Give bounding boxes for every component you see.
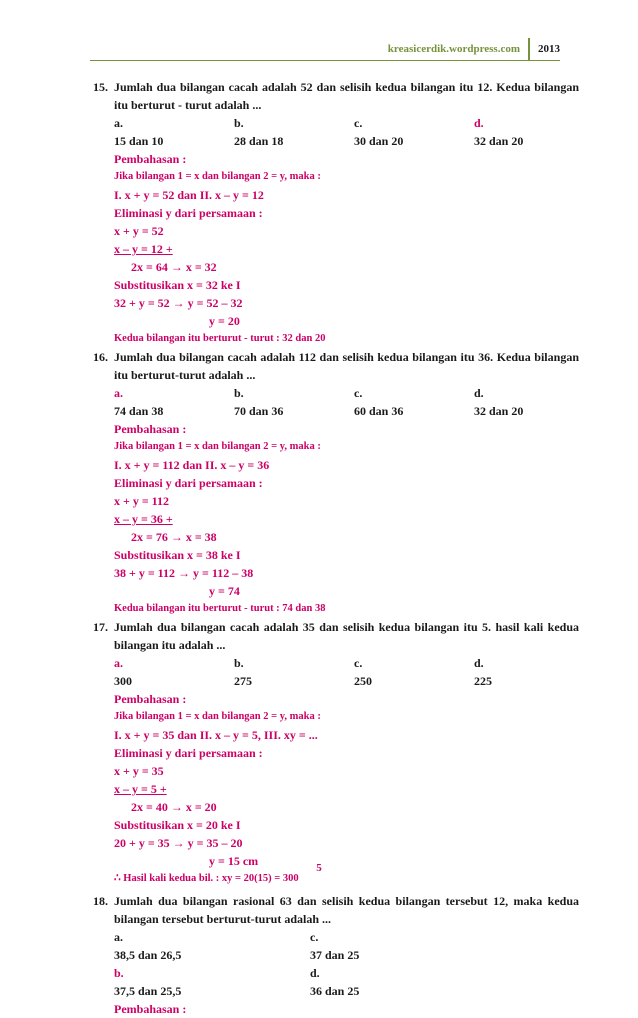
option-b: b.28 dan 18	[234, 116, 284, 148]
solution-line: Jika bilangan 1 = x dan bilangan 2 = y, maka :	[114, 441, 321, 452]
solution-line: x + y = 52	[114, 224, 164, 238]
question-15	[93, 78, 579, 114]
option-b: b.70 dan 36	[234, 386, 284, 418]
header-rule	[90, 60, 560, 61]
solution-conclusion: Kedua bilangan itu berturut - turut : 32 dan 20	[114, 333, 326, 344]
option-d: d.225	[474, 656, 492, 688]
solution-line: x + y = 35	[114, 764, 164, 778]
solution-line: Eliminasi y dari persamaan :	[114, 206, 263, 220]
pembahasan-label: Pembahasan :	[114, 422, 187, 436]
option-c: c.30 dan 20	[354, 116, 404, 148]
solution-line: 38 + y = 112 → y = 112 – 38	[114, 566, 254, 580]
solution-line: y = 15 cm	[209, 854, 259, 868]
question-number: 15.	[93, 80, 108, 94]
solution-line: Substitusikan x = 32 ke I	[114, 278, 241, 292]
option-c: c.37 dan 25	[310, 930, 360, 962]
solution-conclusion: Kedua bilangan itu berturut - turut : 74 dan 38	[114, 603, 326, 614]
solution-line: x – y = 36 +	[114, 512, 173, 526]
pembahasan-label: Pembahasan :	[114, 692, 187, 706]
question-number: 16.	[93, 350, 108, 364]
document-body	[93, 78, 579, 1018]
solution-line: Jika bilangan 1 = x dan bilangan 2 = y, maka :	[114, 711, 321, 722]
option-c: c.60 dan 36	[354, 386, 404, 418]
question-17	[93, 618, 579, 654]
question-text: Jumlah dua bilangan rasional 63 dan selisih kedua bilangan tersebut 12, maka kedua bilangan tersebut berturut-turut adalah ...	[114, 894, 579, 926]
options-18-row2	[114, 964, 579, 1000]
solution-line: 2x = 76 → x = 38	[131, 530, 217, 544]
solution-line: 2x = 64 → x = 32	[131, 260, 217, 274]
page-number: 5	[316, 862, 322, 874]
solution-line: 32 + y = 52 → y = 52 – 32	[114, 296, 243, 310]
solution-line: x – y = 12 +	[114, 242, 173, 256]
page-header	[388, 38, 560, 60]
option-d: d.36 dan 25	[310, 966, 360, 998]
solution-16	[114, 420, 579, 618]
solution-17	[114, 690, 579, 888]
option-c: c.250	[354, 656, 372, 688]
option-b: b.37,5 dan 25,5	[114, 966, 182, 998]
option-d: d.32 dan 20	[474, 116, 524, 148]
solution-line: y = 74	[209, 584, 240, 598]
options-16	[114, 384, 579, 420]
site-url: kreasicerdik.wordpress.com	[387, 43, 520, 55]
header-year: 2013	[538, 43, 560, 55]
option-d: d.32 dan 20	[474, 386, 524, 418]
option-a: a.74 dan 38	[114, 386, 164, 418]
pembahasan-label: Pembahasan :	[114, 1002, 187, 1016]
solution-15	[114, 150, 579, 348]
solution-line: I. x + y = 52 dan II. x – y = 12	[114, 188, 264, 202]
solution-line: Eliminasi y dari persamaan :	[114, 476, 263, 490]
pembahasan-label: Pembahasan :	[114, 152, 187, 166]
question-number: 17.	[93, 620, 108, 634]
question-18	[93, 892, 579, 928]
solution-conclusion: ∴ Hasil kali kedua bil. : xy = 20(15) = 300	[114, 873, 299, 884]
solution-line: Eliminasi y dari persamaan :	[114, 746, 263, 760]
solution-line: Substitusikan x = 20 ke I	[114, 818, 241, 832]
solution-line: 2x = 40 → x = 20	[131, 800, 217, 814]
solution-line: I. x + y = 112 dan II. x – y = 36	[114, 458, 270, 472]
solution-line: x – y = 5 +	[114, 782, 167, 796]
options-17	[114, 654, 579, 690]
question-text: Jumlah dua bilangan cacah adalah 52 dan selisih kedua bilangan itu 12. Kedua bilangan itu berturut - turut adalah ...	[114, 80, 579, 112]
solution-line: x + y = 112	[114, 494, 170, 508]
option-b: b.275	[234, 656, 252, 688]
option-a: a.38,5 dan 26,5	[114, 930, 182, 962]
solution-line: 20 + y = 35 → y = 35 – 20	[114, 836, 243, 850]
option-a: a.15 dan 10	[114, 116, 164, 148]
solution-line: Substitusikan x = 38 ke I	[114, 548, 241, 562]
question-16	[93, 348, 579, 384]
solution-line: I. x + y = 35 dan II. x – y = 5, III. xy = ...	[114, 728, 318, 742]
options-18-row1	[114, 928, 579, 964]
options-15	[114, 114, 579, 150]
question-number: 18.	[93, 894, 108, 908]
solution-18	[114, 1000, 579, 1018]
option-a: a.300	[114, 656, 132, 688]
question-text: Jumlah dua bilangan cacah adalah 112 dan selisih kedua bilangan itu 36. Kedua bilangan itu berturut-turut adalah ...	[114, 350, 579, 382]
solution-line: Jika bilangan 1 = x dan bilangan 2 = y, maka :	[114, 171, 321, 182]
solution-line: y = 20	[209, 314, 240, 328]
question-text: Jumlah dua bilangan cacah adalah 35 dan selisih kedua bilangan itu 5. hasil kali kedua bilangan itu adalah ...	[114, 620, 579, 652]
